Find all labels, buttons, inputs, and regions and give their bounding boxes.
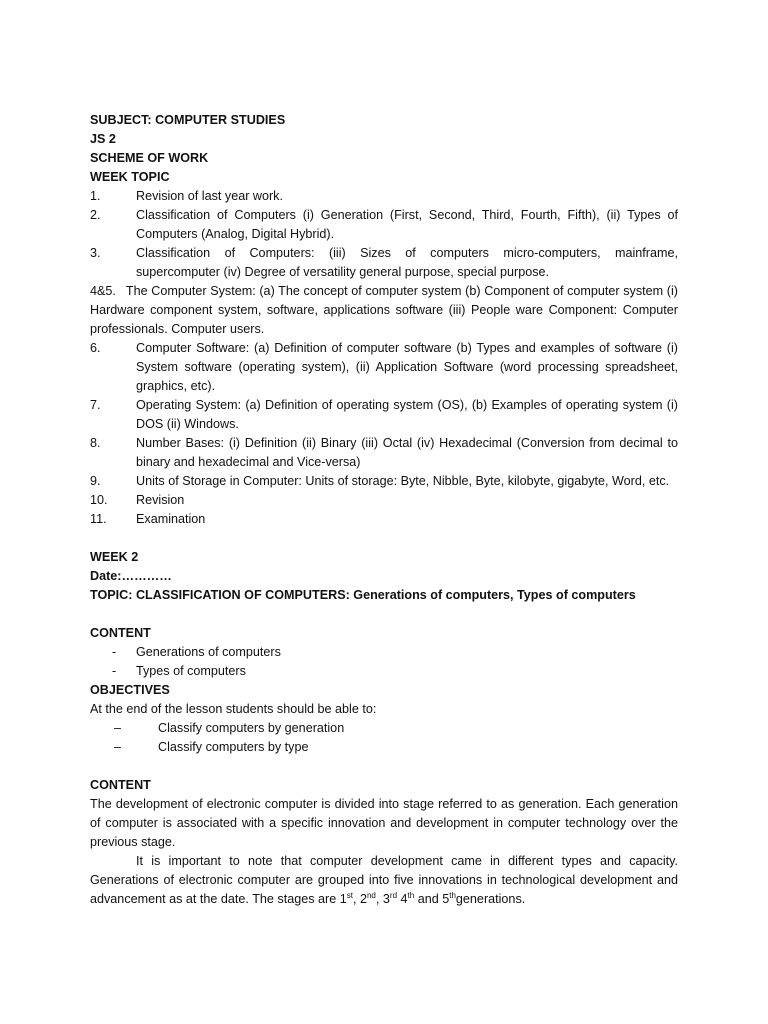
scheme-item-number: 2. [90, 208, 101, 222]
content-heading-2: CONTENT [90, 778, 151, 792]
scheme-item-text: Number Bases: (i) Definition (ii) Binary (iii) Octal (iv) Hexadecimal (Conversion from decimal to binary and hexadecimal and Vice-versa) [136, 436, 678, 469]
dash-bullet: – [114, 740, 122, 754]
class-label: JS 2 [90, 132, 116, 146]
paragraph-text: generations. [455, 892, 526, 906]
list-item-text: Classify computers by generation [158, 721, 345, 735]
list-item [90, 738, 678, 757]
ordinal-number: 3 [382, 892, 390, 906]
list-item [90, 643, 678, 662]
scheme-item-number: 7. [90, 398, 101, 412]
week-date: Date:………… [90, 569, 172, 583]
scheme-item [90, 472, 678, 491]
scheme-item-number: 4&5. [90, 284, 116, 298]
week-title: WEEK 2 [90, 550, 139, 564]
scheme-item-number: 11. [90, 512, 107, 526]
list-item-text: Classify computers by type [158, 740, 309, 754]
ordinal-number: 2 [359, 892, 367, 906]
scheme-item-number: 3. [90, 246, 101, 260]
subject-heading: SUBJECT: COMPUTER STUDIES [90, 113, 286, 127]
scheme-item-number: 9. [90, 474, 101, 488]
ordinal-number: 1 [339, 892, 347, 906]
scheme-item-number: 10. [90, 493, 108, 507]
separator: , [352, 892, 360, 906]
dash-bullet: - [112, 664, 117, 678]
scheme-item-text: The Computer System: (a) The concept of computer system (b) Component of computer system (i) Hardware component system, software, applications software (iii) People ware Component: Computer professionals. Computer users. [90, 284, 678, 336]
scheme-item-number: 8. [90, 436, 101, 450]
scheme-item-number: 6. [90, 341, 101, 355]
scheme-item [90, 510, 678, 529]
objectives-intro: At the end of the lesson students should be able to: [90, 702, 377, 716]
scheme-item-text: Examination [136, 512, 206, 526]
dash-bullet: - [112, 645, 117, 659]
list-item [90, 662, 678, 681]
list-item-text: Generations of computers [136, 645, 281, 659]
scheme-item [90, 187, 678, 206]
scheme-item [90, 282, 678, 339]
scheme-item-text: Units of Storage in Computer: Units of storage: Byte, Nibble, Byte, kilobyte, gigabyte, Word, etc. [136, 474, 670, 488]
spacer [90, 529, 678, 548]
scheme-item-text: Computer Software: (a) Definition of computer software (b) Types and examples of software (i) System software (operating system), (ii) Application Software (word processing spreadsheet, graphics, etc). [136, 341, 678, 393]
scheme-item-text: Operating System: (a) Definition of operating system (OS), (b) Examples of operating system (i) DOS (ii) Windows. [136, 398, 678, 431]
ordinal-number: 5 [442, 892, 450, 906]
separator: , [375, 892, 383, 906]
paragraph: The development of electronic computer is divided into stage referred to as generation. Each generation of computer is associated with a specific innovation and development in computer technology over the previous stage. [90, 797, 678, 849]
scheme-heading: SCHEME OF WORK [90, 151, 209, 165]
list-item [90, 719, 678, 738]
spacer [90, 757, 678, 776]
scheme-item-text: Revision [136, 493, 185, 507]
scheme-item-text: Classification of Computers: (iii) Sizes of computers micro-computers, mainframe, supercomputer (iv) Degree of versatility general purpose, special purpose. [136, 246, 678, 279]
ordinal-suffix: nd [366, 890, 376, 900]
paragraph-text: It is important to note that computer development came in different types and capacity. Generations of electronic computer are grouped into five innovations in technological development and advancement as at the date. The stages are [90, 854, 678, 906]
spacer [90, 605, 678, 624]
scheme-item [90, 434, 678, 472]
week-topic-heading: WEEK TOPIC [90, 170, 170, 184]
content-list [90, 643, 678, 681]
objectives-heading: OBJECTIVES [90, 683, 170, 697]
ordinal-number: 4 [400, 892, 408, 906]
ordinal-suffix: th [449, 890, 456, 900]
scheme-item [90, 339, 678, 396]
scheme-item-text: Revision of last year work. [136, 189, 283, 203]
ordinal-suffix: st [346, 890, 353, 900]
scheme-item [90, 244, 678, 282]
scheme-item [90, 491, 678, 510]
scheme-item-number: 1. [90, 189, 101, 203]
scheme-item [90, 396, 678, 434]
scheme-list [90, 187, 678, 529]
list-item-text: Types of computers [136, 664, 246, 678]
scheme-item-text: Classification of Computers (i) Generation (First, Second, Third, Fourth, Fifth), (ii) Types of Computers (Analog, Digital Hybrid). [136, 208, 678, 241]
content-heading: CONTENT [90, 626, 151, 640]
separator: and [414, 892, 443, 906]
objectives-list [90, 719, 678, 757]
ordinal-suffix: th [407, 890, 415, 900]
ordinal-suffix: rd [389, 890, 398, 900]
scheme-item [90, 206, 678, 244]
paragraph [90, 852, 678, 909]
week-topic: TOPIC: CLASSIFICATION OF COMPUTERS: Generations of computers, Types of computers [90, 588, 636, 602]
dash-bullet: – [114, 721, 122, 735]
